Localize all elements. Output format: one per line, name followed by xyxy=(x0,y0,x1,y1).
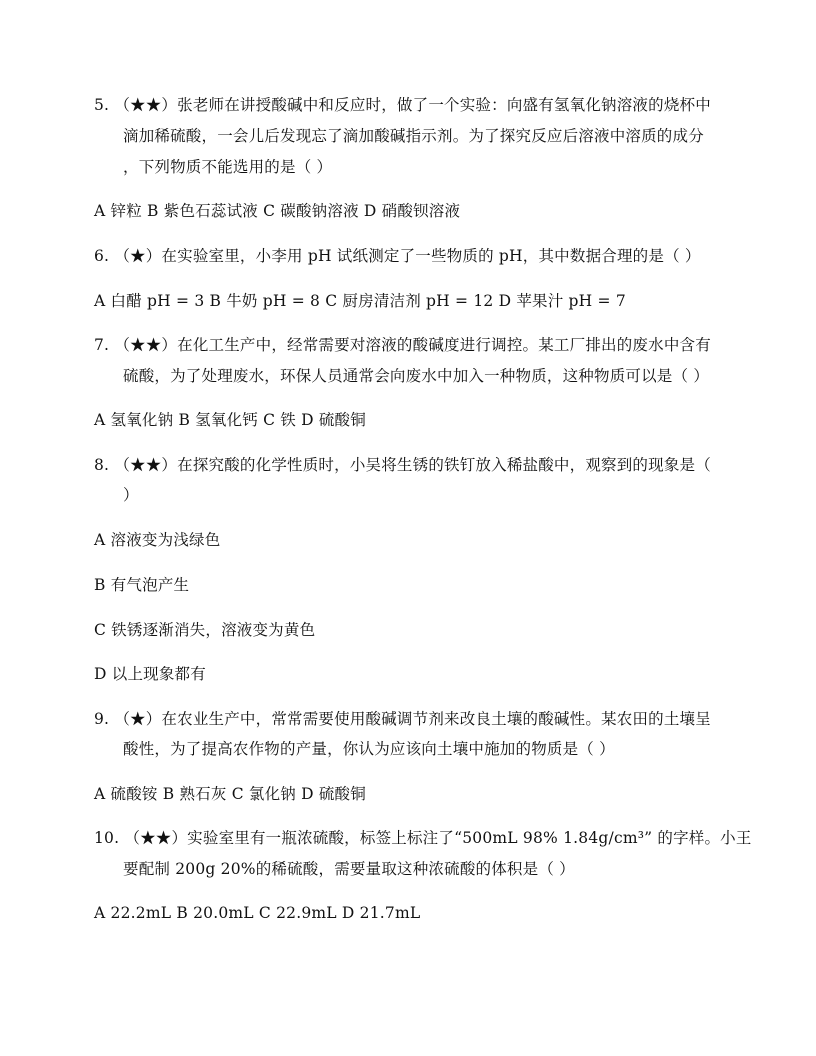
question-6-line-1: 6. （★）在实验室里，小李用 pH 试纸测定了一些物质的 pH，其中数据合理的是（ ） xyxy=(94,247,701,265)
question-8-option-b: B 有气泡产生 xyxy=(94,576,190,594)
question-8-option-c: C 铁锈逐渐消失，溶液变为黄色 xyxy=(94,621,316,639)
question-9-options: A 硫酸铵 B 熟石灰 C 氯化钠 D 硫酸铜 xyxy=(94,785,366,803)
question-7-line-1: 7. （★★）在化工生产中，经常需要对溶液的酸碱度进行调控。某工厂排出的废水中含有 xyxy=(94,336,711,354)
question-5-line-3: ，下列物质不能选用的是（ ） xyxy=(123,158,333,176)
question-5-options: A 锌粒 B 紫色石蕊试液 C 碳酸钠溶液 D 硝酸钡溶液 xyxy=(94,202,461,220)
question-8-line-1: 8. （★★）在探究酸的化学性质时，小吴将生锈的铁钉放入稀盐酸中，观察到的现象是（ xyxy=(94,456,711,474)
question-8-option-d: D 以上现象都有 xyxy=(94,665,206,683)
question-9-line-2: 酸性，为了提高农作物的产量，你认为应该向土壤中施加的物质是（ ） xyxy=(123,740,615,758)
question-7-line-2: 硫酸，为了处理废水，环保人员通常会向废水中加入一种物质，这种物质可以是（ ） xyxy=(123,367,710,385)
question-7-options: A 氢氧化钠 B 氢氧化钙 C 铁 D 硫酸铜 xyxy=(94,411,366,429)
question-10-line-1: 10. （★★）实验室里有一瓶浓硫酸，标签上标注了“500mL 98% 1.84g/cm³” 的字样。小王 xyxy=(94,829,752,847)
question-10-line-2: 要配制 200g 20%的稀硫酸，需要量取这种浓硫酸的体积是（ ） xyxy=(123,860,575,878)
question-5-line-1: 5. （★★）张老师在讲授酸碱中和反应时，做了一个实验：向盛有氢氧化钠溶液的烧杯中 xyxy=(94,96,711,114)
question-9-line-1: 9. （★）在农业生产中，常常需要使用酸碱调节剂来改良土壤的酸碱性。某农田的土壤呈 xyxy=(94,710,711,728)
question-5-line-2: 滴加稀硫酸，一会儿后发现忘了滴加酸碱指示剂。为了探究反应后溶液中溶质的成分 xyxy=(123,127,704,145)
question-6-options: A 白醋 pH = 3 B 牛奶 pH = 8 C 厨房清洁剂 pH = 12 D 苹果汁 pH = 7 xyxy=(94,292,626,310)
question-8-option-a: A 溶液变为浅绿色 xyxy=(94,531,221,549)
question-8-line-2: ） xyxy=(123,486,139,504)
question-10-options: A 22.2mL B 20.0mL C 22.9mL D 21.7mL xyxy=(94,904,421,922)
